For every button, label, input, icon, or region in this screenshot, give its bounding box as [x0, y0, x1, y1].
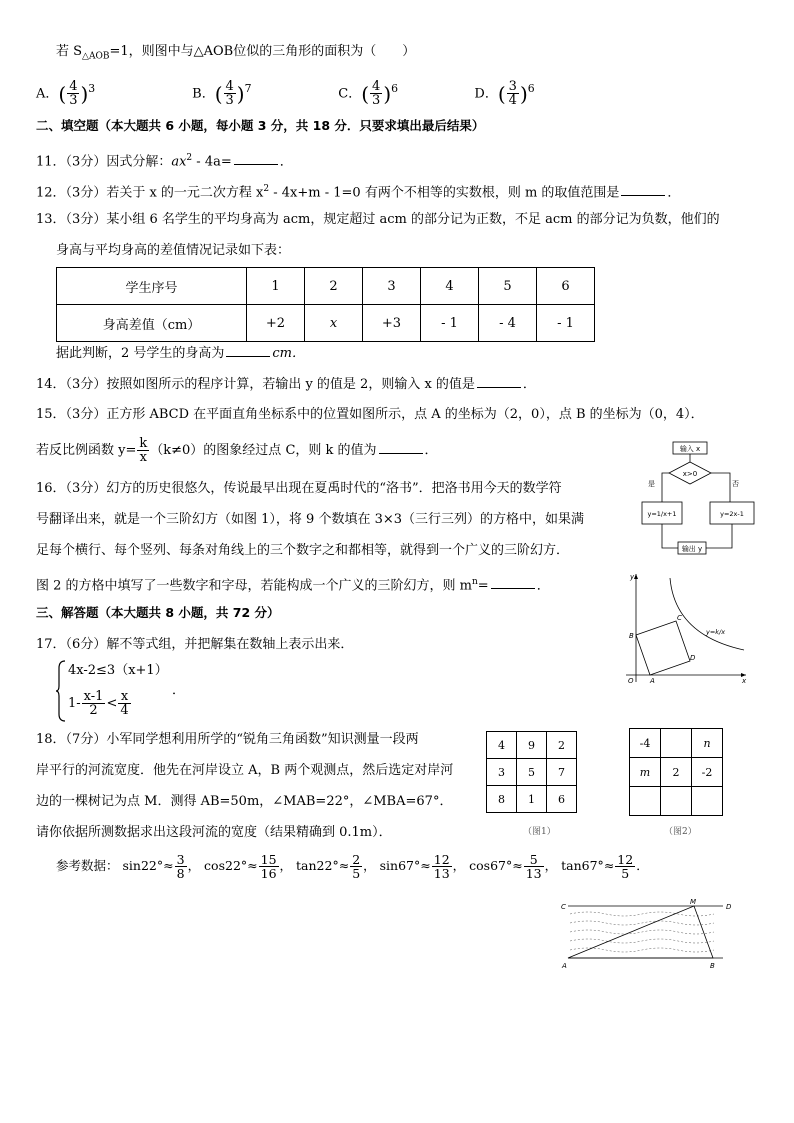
table-cell: - 4 — [479, 305, 537, 342]
river-diagram — [558, 896, 738, 972]
q13-line1: 13．（3分）某小组 6 名学生的平均身高为 acm，规定超过 acm 的部分记为正数，不足 acm 的部分记为负数，他们的 — [36, 212, 720, 227]
flow-yes-text: 是 — [648, 480, 655, 488]
table-row — [630, 758, 723, 787]
table-row — [487, 732, 577, 759]
grid-cell: 6 — [547, 786, 577, 813]
q18-reference-data: 参考数据： sin22°≈ $\frac{3}{8}$ ， cos22°≈ $\frac{15}{16}$ ， tan22°≈ $\frac{2}{5}$ ， sin67°≈ $\frac{12}{13}$ ， cos67°≈ $\frac{5}{13}$ ， tan67°≈ $\frac{12}{5}$ ． — [56, 852, 649, 881]
y-axis-label: y — [630, 573, 635, 581]
q13-answer-blank[interactable] — [226, 344, 270, 357]
grid-cell: 4 — [487, 732, 517, 759]
q10-option-d[interactable]: D．( $\frac{3}{4}$ )$^6$ — [474, 79, 535, 109]
q16-line4: 图 2 的方格中填写了一些数字和字母，若能构成一个广义的三阶幻方，则 $m^n=$ ． — [36, 577, 550, 594]
grid-cell: -4 — [630, 729, 661, 758]
grid-cell — [661, 729, 692, 758]
point-c-label: C — [677, 614, 682, 622]
section2-title: 二、填空题（本大题共 6 小题，每小题 3 分，共 18 分．只要求填出最后结果） — [36, 118, 485, 133]
flow-no-text: 否 — [732, 480, 739, 488]
flow-output-text: 输出 y — [681, 545, 703, 553]
grid-cell: 9 — [517, 732, 547, 759]
table-header-cell: 学生序号 — [57, 268, 247, 305]
table-row — [57, 305, 595, 342]
q16-line1: 16．（3分）幻方的历史很悠久，传说最早出现在夏禹时代的“洛书”．把洛书用今天的数学符 — [36, 481, 562, 496]
q13-conclusion: 据此判断，2 号学生的身高为 cm． — [56, 346, 306, 361]
table-cell: 4 — [421, 268, 479, 305]
flow-input-text: 输入 x — [679, 445, 701, 453]
flow-condition-text: x>0 — [682, 470, 698, 478]
point-b-label: B — [710, 962, 715, 970]
table-row — [487, 759, 577, 786]
point-d-label: D — [690, 654, 696, 662]
grid-cell: n — [692, 729, 723, 758]
grid-cell — [661, 787, 692, 816]
point-c-label: C — [561, 903, 566, 911]
q16-line3: 足每个横行、每个竖列、每条对角线上的三个数字之和都相等，就得到一个广义的三阶幻方． — [36, 543, 570, 558]
table-cell: x — [305, 305, 363, 342]
q12: 12．（3分）若关于 x 的一元二次方程 $x^2 - 4x+m - 1=0$ 有两个不相等的实数根，则 m 的取值范围是 ． — [36, 184, 681, 201]
q14-answer-blank[interactable] — [477, 375, 521, 388]
q10-option-a[interactable]: A．( $\frac{4}{3}$ )$^3$ — [36, 79, 96, 109]
q11: 11．（3分）因式分解：$ax^2 - 4a=$ ． — [36, 153, 293, 170]
origin-label: O — [628, 677, 634, 685]
point-a-label: A — [562, 962, 567, 970]
grid-cell: -2 — [692, 758, 723, 787]
grid-cell: 8 — [487, 786, 517, 813]
grid-cell: 1 — [517, 786, 547, 813]
inequality-end: ． — [172, 683, 186, 698]
q10-option-b[interactable]: B．( $\frac{4}{3}$ )$^7$ — [192, 79, 252, 109]
q12-answer-blank[interactable] — [621, 183, 665, 196]
q15-answer-blank[interactable] — [379, 441, 423, 454]
grid-cell — [630, 787, 661, 816]
table-cell: 1 — [247, 268, 305, 305]
q15-line1: 15．（3分）正方形 ABCD 在平面直角坐标系中的位置如图所示，点 A 的坐标为（2，0），点 B 的坐标为（0，4）． — [36, 407, 704, 422]
point-m-label: M — [690, 898, 697, 906]
flow-right-text: y=2x-1 — [720, 510, 744, 518]
inequality-system — [56, 660, 196, 722]
q10-stem: 若 $S_{\triangle AOB}=1$，则图中与△AOB位似的三角形的面积为（ ） — [56, 44, 416, 62]
x-axis-label: x — [742, 677, 747, 685]
q15-line2: 若反比例函数 y= $\frac{k}{x}$ （k≠0）的图象经过点 C，则 k 的值为 ． — [36, 436, 438, 465]
table-cell: 5 — [479, 268, 537, 305]
grid-cell: 2 — [661, 758, 692, 787]
table-cell: +2 — [247, 305, 305, 342]
table-row — [630, 729, 723, 758]
section3-title: 三、解答题（本大题共 8 小题，共 72 分） — [36, 605, 280, 620]
q10-options — [36, 74, 535, 109]
table-cell: 2 — [305, 268, 363, 305]
grid-cell: 7 — [547, 759, 577, 786]
inequality-2: 1- $\frac{x-1}{2}$ < $\frac{x}{4}$ — [68, 689, 129, 718]
grid-cell: m — [630, 758, 661, 787]
q13-line2: 身高与平均身高的差值情况记录如下表： — [56, 243, 291, 258]
square-coordinate-graph — [620, 570, 750, 685]
magic-square-1 — [486, 731, 577, 813]
grid-cell: 2 — [547, 732, 577, 759]
table-header-cell: 身高差值（cm） — [57, 305, 247, 342]
q18-line4: 请你依据所测数据求出这段河流的宽度（结果精确到 0.1m）． — [36, 825, 392, 840]
table-cell: 3 — [363, 268, 421, 305]
table-cell: +3 — [363, 305, 421, 342]
flow-left-text: y=1/x+1 — [647, 510, 677, 518]
grid-cell: 3 — [487, 759, 517, 786]
program-flowchart — [640, 438, 760, 560]
q16-answer-blank[interactable] — [491, 576, 535, 589]
q14: 14．（3分）按照如图所示的程序计算，若输出 y 的值是 2，则输入 x 的值是 ． — [36, 377, 536, 392]
q11-answer-blank[interactable] — [234, 152, 278, 165]
table-cell: - 1 — [421, 305, 479, 342]
grid-cell: 5 — [517, 759, 547, 786]
curve-label: y=k/x — [706, 628, 726, 636]
point-b-label: B — [629, 632, 634, 640]
q10-option-c[interactable]: C．( $\frac{4}{3}$ )$^6$ — [338, 79, 399, 109]
square-abcd — [636, 621, 690, 675]
q18-line1: 18．（7分）小军同学想利用所学的“锐角三角函数”知识测量一段两 — [36, 732, 419, 747]
left-brace-icon — [56, 660, 66, 722]
table-row — [487, 786, 577, 813]
triangle-amb — [568, 906, 713, 958]
table-cell: - 1 — [537, 305, 595, 342]
point-a-label: A — [650, 677, 655, 685]
height-diff-table — [56, 267, 595, 342]
q17: 17．（6分）解不等式组，并把解集在数轴上表示出来． — [36, 637, 354, 652]
magic-square-2-caption: （图2） — [664, 827, 697, 837]
point-d-label: D — [726, 903, 732, 911]
table-row — [57, 268, 595, 305]
q16-line2: 号翻译出来，就是一个三阶幻方（如图 1），将 9 个数填在 3×3（三行三列）的方格中，如果满 — [36, 512, 585, 527]
table-row — [630, 787, 723, 816]
grid-cell — [692, 787, 723, 816]
table-cell: 6 — [537, 268, 595, 305]
q18-line3: 边的一棵树记为点 M．测得 AB=50m，∠MAB=22°，∠MBA=67°． — [36, 794, 453, 809]
q18-line2: 岸平行的河流宽度．他先在河岸设立 A，B 两个观测点，然后选定对岸河 — [36, 763, 454, 778]
magic-square-2 — [629, 728, 723, 816]
inequality-1: 4x-2≤3（x+1） — [68, 663, 168, 678]
river-waves — [570, 912, 714, 952]
magic-square-1-caption: （图1） — [523, 827, 556, 837]
